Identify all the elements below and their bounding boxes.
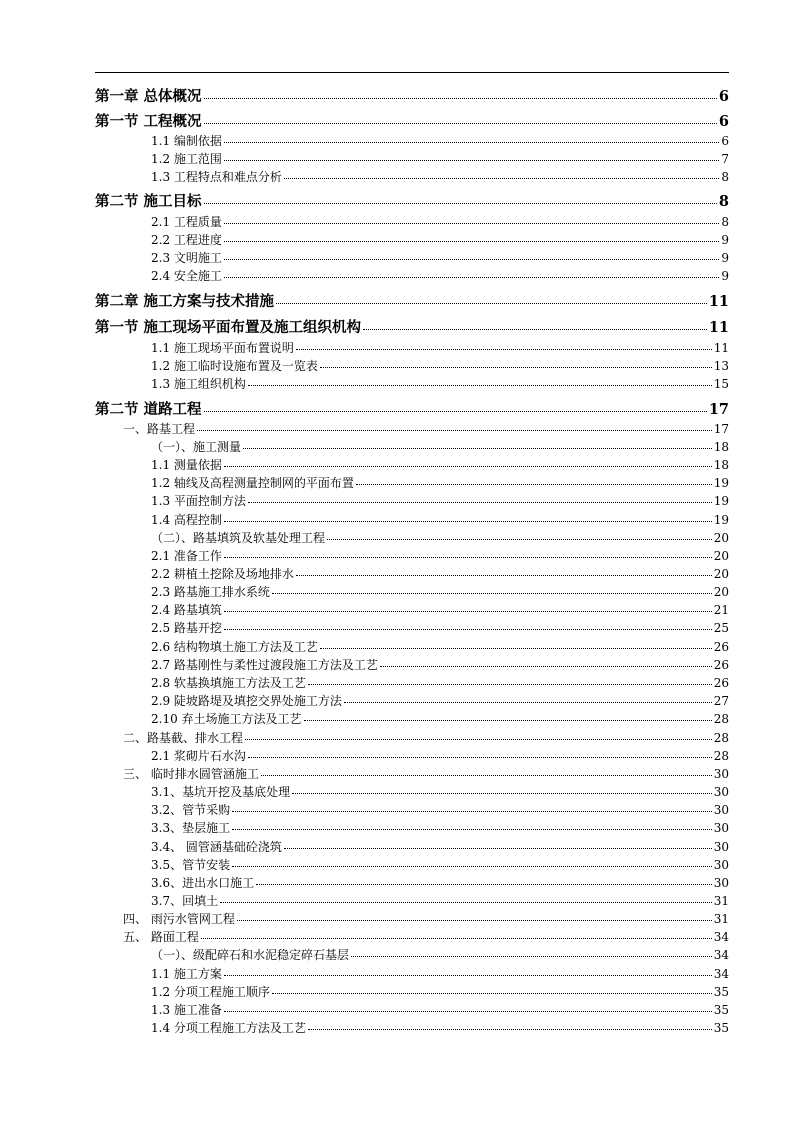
toc-entry-title: 第二节 道路工程 (95, 401, 202, 418)
toc-heading-entry[interactable] (95, 398, 729, 416)
toc-entry-page-number: 28 (713, 748, 729, 763)
toc-entry-title: 四、 雨污水管网工程 (123, 911, 235, 926)
dot-leader (308, 1029, 712, 1030)
toc-entry[interactable] (151, 474, 729, 489)
dot-leader (272, 593, 712, 594)
toc-heading-entry[interactable] (95, 190, 729, 208)
toc-heading-entry[interactable] (95, 316, 729, 334)
dot-leader (320, 648, 712, 649)
dot-leader (296, 349, 712, 350)
toc-entry[interactable] (151, 692, 729, 707)
dot-leader (197, 430, 712, 431)
toc-entry-page-number: 30 (713, 857, 729, 872)
toc-entry-title: 2.9 陡坡路堤及填挖交界处施工方法 (151, 693, 342, 708)
toc-entry-title: 1.1 编制依据 (151, 133, 222, 148)
dot-leader (224, 611, 712, 612)
toc-entry-page-number: 34 (713, 929, 729, 944)
toc-entry-title: 一、路基工程 (123, 421, 196, 436)
toc-entry[interactable] (151, 838, 729, 853)
toc-entry[interactable] (151, 565, 729, 580)
toc-entry[interactable] (151, 619, 729, 634)
toc-entry-page-number: 30 (713, 875, 729, 890)
toc-entry-title: 3.4、 圆管涵基础砼浇筑 (151, 839, 282, 854)
toc-entry-page-number: 28 (713, 711, 729, 726)
toc-entry-page-number: 31 (713, 911, 729, 926)
toc-entry-title: 2.1 准备工作 (151, 548, 222, 563)
dot-leader (220, 902, 712, 903)
dot-leader (224, 521, 712, 522)
dot-leader (380, 666, 712, 667)
toc-entry-page-number: 30 (713, 766, 729, 781)
toc-entry-title: 三、 临时排水圆管涵施工 (123, 766, 259, 781)
toc-entry[interactable] (151, 231, 729, 246)
toc-entry-title: 2.2 耕植土挖除及场地排水 (151, 566, 294, 581)
toc-entry[interactable] (151, 874, 729, 889)
toc-entry-title: 第一节 施工现场平面布置及施工组织机构 (95, 319, 362, 336)
toc-entry-page-number: 17 (713, 421, 729, 436)
toc-entry-title: 2.4 安全施工 (151, 268, 222, 283)
dot-leader (261, 775, 712, 776)
toc-entry-page-number: 30 (713, 802, 729, 817)
toc-entry[interactable] (151, 674, 729, 689)
toc-entry-page-number: 34 (713, 966, 729, 981)
dot-leader (304, 720, 712, 721)
toc-entry[interactable] (151, 511, 729, 526)
toc-entry-title: 二、路基截、排水工程 (123, 730, 244, 745)
toc-entry-page-number: 13 (713, 358, 729, 373)
toc-entry-page-number: 26 (713, 657, 729, 672)
toc-entry[interactable] (151, 638, 729, 653)
toc-entry-page-number: 7 (721, 151, 729, 166)
header-rule (95, 72, 729, 73)
toc-entry-page-number: 19 (713, 475, 729, 490)
toc-entry-title: （一）、施工测量 (151, 439, 242, 454)
toc-entry-title: 2.1 浆砌片石水沟 (151, 748, 246, 763)
toc-entry[interactable] (123, 910, 729, 925)
toc-entry-title: 1.3 施工准备 (151, 1002, 222, 1017)
toc-entry-title: 2.10 弃土场施工方法及工艺 (151, 711, 302, 726)
toc-entry-page-number: 35 (713, 1002, 729, 1017)
toc-entry-page-number: 6 (721, 133, 729, 148)
toc-entry-page-number: 8 (721, 169, 729, 184)
toc-entry-page-number: 34 (713, 947, 729, 962)
toc-entry-page-number: 20 (713, 566, 729, 581)
dot-leader (320, 367, 712, 368)
toc-entry[interactable] (151, 710, 729, 725)
dot-leader (224, 277, 719, 278)
toc-entry-title: 3.5、管节安装 (151, 857, 231, 872)
toc-entry-title: 2.3 路基施工排水系统 (151, 584, 270, 599)
toc-entry[interactable] (151, 213, 729, 228)
toc-entry-title: 2.5 路基开挖 (151, 620, 222, 635)
toc-entry[interactable] (151, 249, 729, 264)
toc-entry[interactable] (151, 150, 729, 165)
toc-entry-title: 1.4 高程控制 (151, 512, 222, 527)
toc-entry-page-number: 9 (721, 250, 729, 265)
toc-entry-title: 1.2 施工临时设施布置及一览表 (151, 358, 318, 373)
toc-entry[interactable] (151, 168, 729, 183)
toc-heading-entry[interactable] (95, 290, 729, 308)
toc-entry-page-number: 26 (713, 639, 729, 654)
toc-entry-page-number: 26 (713, 675, 729, 690)
toc-entry[interactable] (151, 339, 729, 354)
toc-entry-page-number: 19 (713, 512, 729, 527)
dot-leader (296, 575, 712, 576)
toc-entry-title: 1.2 分项工程施工顺序 (151, 984, 270, 999)
toc-entry-page-number: 30 (713, 820, 729, 835)
toc-entry-title: 1.2 施工范围 (151, 151, 222, 166)
dot-leader (248, 757, 712, 758)
toc-entry-title: 1.3 工程特点和难点分析 (151, 169, 282, 184)
toc-entry[interactable] (151, 783, 729, 798)
toc-entry-page-number: 35 (713, 1020, 729, 1035)
dot-leader (256, 884, 712, 885)
toc-entry[interactable] (151, 801, 729, 816)
toc-entry-page-number: 21 (713, 602, 729, 617)
toc-entry[interactable] (151, 583, 729, 598)
toc-entry-page-number: 31 (713, 893, 729, 908)
toc-entry[interactable] (151, 856, 729, 871)
toc-entry-title: 1.3 平面控制方法 (151, 493, 246, 508)
toc-entry-title: 2.7 路基刚性与柔性过渡段施工方法及工艺 (151, 657, 378, 672)
dot-leader (224, 1011, 712, 1012)
toc-entry-page-number: 27 (713, 693, 729, 708)
dot-leader (284, 178, 719, 179)
toc-entry-title: 2.4 路基填筑 (151, 602, 222, 617)
toc-entry-page-number: 18 (713, 439, 729, 454)
dot-leader (232, 811, 712, 812)
dot-leader (327, 539, 712, 540)
dot-leader (224, 160, 719, 161)
dot-leader (232, 829, 712, 830)
dot-leader (351, 956, 712, 957)
toc-entry[interactable] (151, 747, 729, 762)
dot-leader (356, 484, 712, 485)
toc-entry-title: 3.1、基坑开挖及基底处理 (151, 784, 291, 799)
toc-entry-title: 1.4 分项工程施工方法及工艺 (151, 1020, 306, 1035)
toc-entry-page-number: 11 (708, 293, 729, 310)
dot-leader (243, 448, 712, 449)
toc-entry-title: 第一节 工程概况 (95, 113, 202, 130)
dot-leader (204, 203, 717, 204)
toc-entry-page-number: 20 (713, 530, 729, 545)
toc-entry[interactable] (151, 1001, 729, 1016)
toc-entry[interactable] (151, 892, 729, 907)
toc-entry[interactable] (151, 819, 729, 834)
toc-entry-title: （一）、级配碎石和水泥稳定碎石基层 (151, 947, 350, 962)
toc-entry-title: 第二章 施工方案与技术措施 (95, 293, 275, 310)
toc-entry[interactable] (151, 965, 729, 980)
toc-entry-page-number: 8 (718, 193, 729, 210)
toc-entry-title: 第二节 施工目标 (95, 193, 202, 210)
toc-entry-page-number: 28 (713, 730, 729, 745)
toc-entry-title: 五、 路面工程 (123, 929, 199, 944)
dot-leader (248, 385, 712, 386)
toc-entry[interactable] (151, 529, 729, 544)
toc-entry-page-number: 11 (708, 319, 729, 336)
dot-leader (224, 241, 719, 242)
toc-entry[interactable] (151, 1019, 729, 1034)
toc-entry[interactable] (151, 438, 729, 453)
dot-leader (204, 123, 717, 124)
toc-entry[interactable] (151, 656, 729, 671)
dot-leader (224, 629, 712, 630)
dot-leader (224, 466, 712, 467)
toc-heading-entry[interactable] (95, 85, 729, 103)
toc-entry-title: 第一章 总体概况 (95, 88, 202, 105)
dot-leader (224, 557, 712, 558)
toc-entry[interactable] (151, 492, 729, 507)
toc-entry[interactable] (151, 375, 729, 390)
toc-entry-page-number: 15 (713, 376, 729, 391)
dot-leader (245, 739, 712, 740)
toc-entry-title: 3.2、管节采购 (151, 802, 231, 817)
dot-leader (201, 938, 712, 939)
toc-entry-page-number: 8 (721, 214, 729, 229)
toc-entry-title: 3.7、回填土 (151, 893, 219, 908)
toc-entry[interactable] (123, 928, 729, 943)
toc-entry-title: 1.1 施工方案 (151, 966, 222, 981)
dot-leader (224, 259, 719, 260)
toc-entry[interactable] (151, 267, 729, 282)
toc-entry-title: 1.2 轴线及高程测量控制网的平面布置 (151, 475, 354, 490)
dot-leader (224, 142, 719, 143)
toc-entry[interactable] (151, 983, 729, 998)
toc-entry-page-number: 6 (718, 113, 729, 130)
dot-leader (237, 920, 712, 921)
dot-leader (224, 975, 712, 976)
toc-entry-title: 1.3 施工组织机构 (151, 376, 246, 391)
dot-leader (276, 303, 707, 304)
toc-entry[interactable] (151, 547, 729, 562)
toc-entry-page-number: 35 (713, 984, 729, 999)
toc-entry-page-number: 20 (713, 548, 729, 563)
toc-entry-page-number: 20 (713, 584, 729, 599)
dot-leader (284, 848, 712, 849)
toc-entry-page-number: 9 (721, 232, 729, 247)
toc-entry-title: 3.3、垫层施工 (151, 820, 231, 835)
dot-leader (344, 702, 712, 703)
toc-entry-title: 1.1 测量依据 (151, 457, 222, 472)
toc-entry[interactable] (151, 132, 729, 147)
toc-entry[interactable] (123, 729, 729, 744)
toc-entry-title: 2.1 工程质量 (151, 214, 222, 229)
toc-entry-title: 1.1 施工现场平面布置说明 (151, 340, 294, 355)
toc-entry-title: （二）、路基填筑及软基处理工程 (151, 530, 326, 545)
toc-entry-title: 3.6、进出水口施工 (151, 875, 255, 890)
toc-entry-page-number: 19 (713, 493, 729, 508)
toc-heading-entry[interactable] (95, 110, 729, 128)
toc-entry-title: 2.3 文明施工 (151, 250, 222, 265)
toc-entry[interactable] (123, 765, 729, 780)
dot-leader (224, 223, 719, 224)
toc-entry-page-number: 25 (713, 620, 729, 635)
dot-leader (204, 98, 717, 99)
toc-entry-page-number: 17 (708, 401, 729, 418)
dot-leader (272, 993, 712, 994)
toc-entry-page-number: 30 (713, 784, 729, 799)
toc-entry-title: 2.6 结构物填土施工方法及工艺 (151, 639, 318, 654)
dot-leader (292, 793, 712, 794)
toc-entry[interactable] (123, 420, 729, 435)
toc-entry-page-number: 18 (713, 457, 729, 472)
toc-entry-title: 2.2 工程进度 (151, 232, 222, 247)
toc-entry[interactable] (151, 946, 729, 961)
toc-entry-title: 2.8 软基换填施工方法及工艺 (151, 675, 306, 690)
toc-entry[interactable] (151, 357, 729, 372)
toc-entry-page-number: 30 (713, 839, 729, 854)
dot-leader (204, 411, 707, 412)
toc-entry-page-number: 9 (721, 268, 729, 283)
toc-entry[interactable] (151, 601, 729, 616)
dot-leader (308, 684, 712, 685)
dot-leader (363, 329, 707, 330)
dot-leader (232, 866, 712, 867)
toc-entry[interactable] (151, 456, 729, 471)
toc-entry-page-number: 6 (718, 88, 729, 105)
dot-leader (248, 502, 712, 503)
toc-entry-page-number: 11 (713, 340, 729, 355)
